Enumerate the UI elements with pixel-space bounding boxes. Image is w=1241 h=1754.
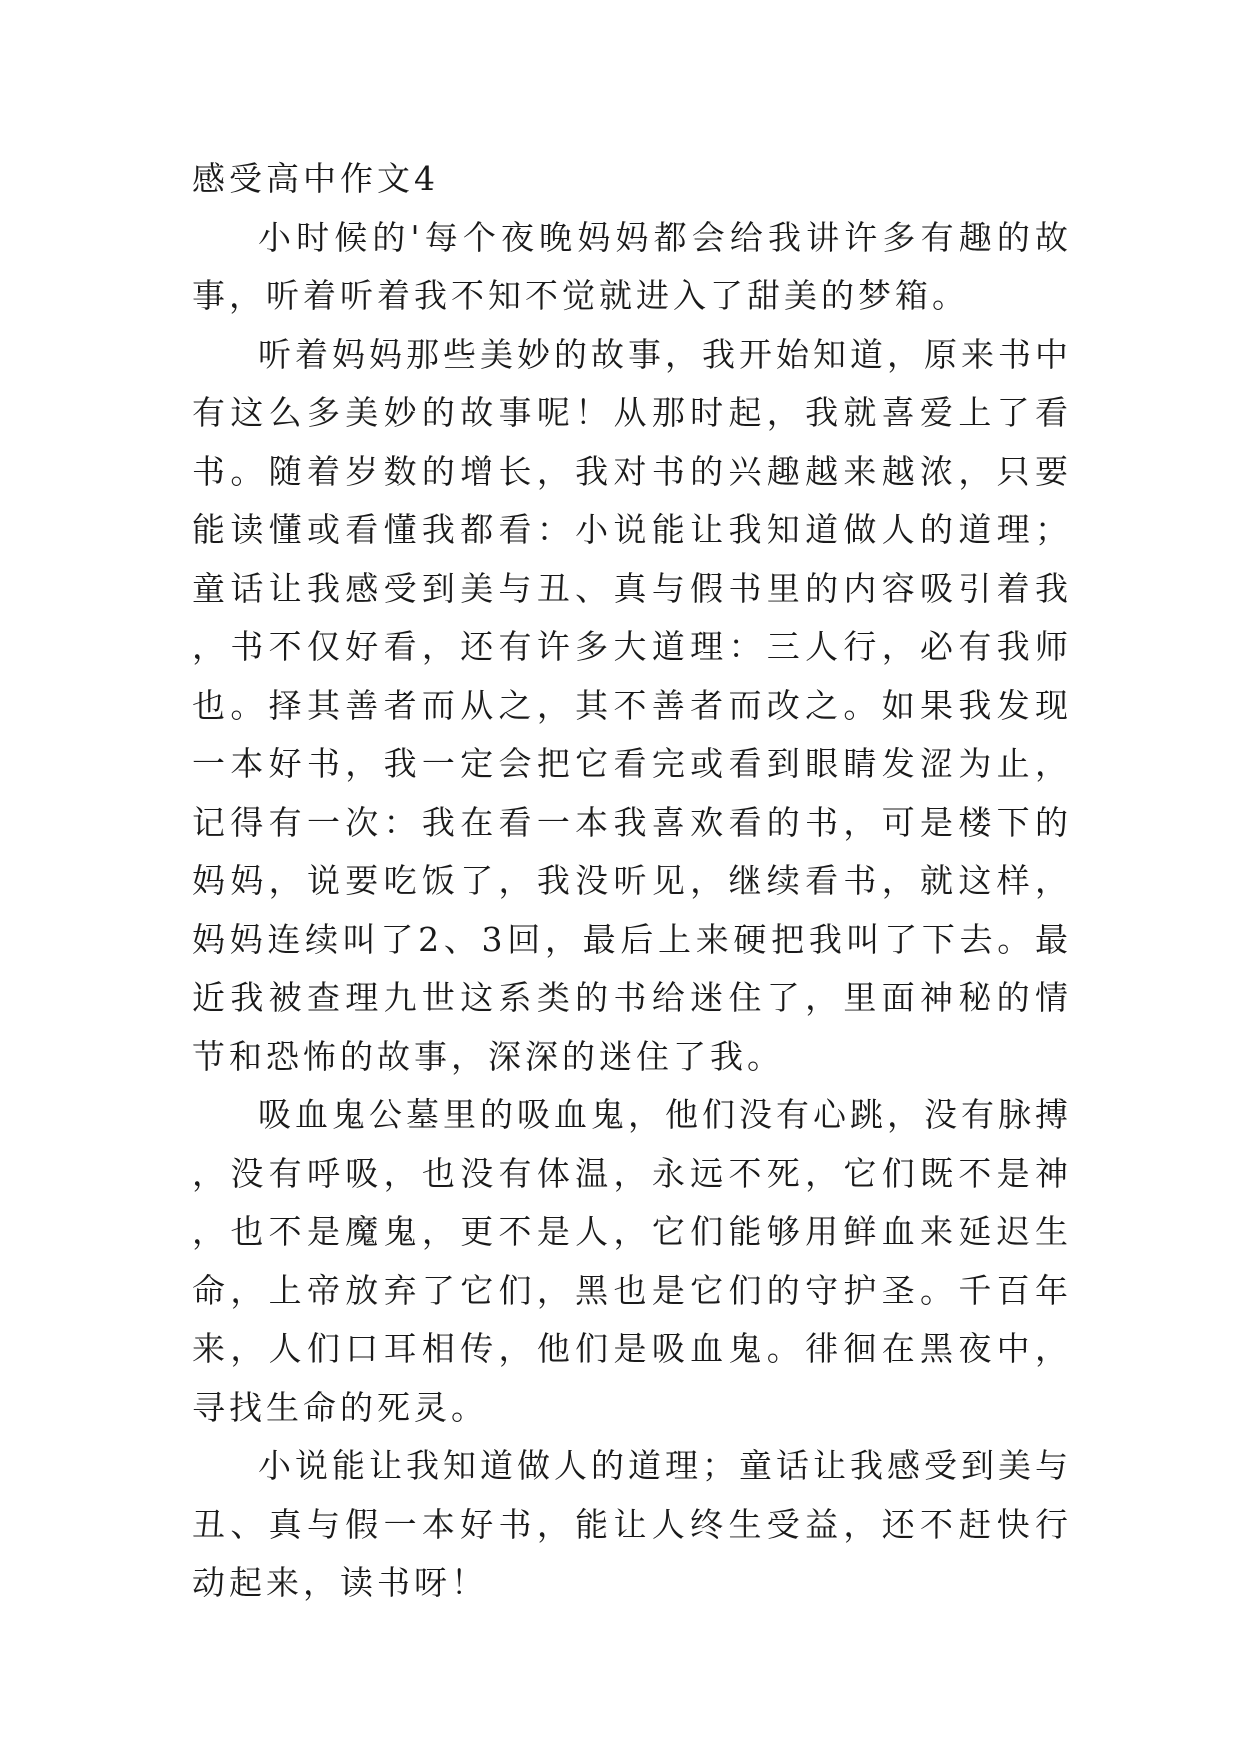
- document-body: [192, 150, 1072, 1613]
- paragraph-3: 吸血鬼公墓里的吸血鬼，他们没有心跳，没有脉搏，没有呼吸，也没有体温，永远不死，它们既不是神，也不是魔鬼，更不是人，它们能够用鲜血来延迟生命，上帝放弃了它们，黑也是它们的守护圣。千百年来，人们口耳相传，他们是吸血鬼。徘徊在黑夜中，寻找生命的死灵。: [192, 1095, 1072, 1427]
- paragraph-4: 小说能让我知道做人的道理；童话让我感受到美与丑、真与假一本好书，能让人终生受益，还不赶快行动起来，读书呀！: [192, 1446, 1072, 1602]
- paragraph-2: 听着妈妈那些美妙的故事，我开始知道，原来书中有这么多美妙的故事呢！从那时起，我就喜爱上了看书。随着岁数的增长，我对书的兴趣越来越浓，只要能读懂或看懂我都看：小说能让我知道做人的道理；童话让我感受到美与丑、真与假书里的内容吸引着我，书不仅好看，还有许多大道理：三人行，必有我师也。择其善者而从之，其不善者而改之。如果我发现一本好书，我一定会把它看完或看到眼睛发涩为止，记得有一次：我在看一本我喜欢看的书，可是楼下的妈妈，说要吃饭了，我没听见，继续看书，就这样，妈妈连续叫了2、3回，最后上来硬把我叫了下去。最近我被查理九世这系类的书给迷住了，里面神秘的情节和恐怖的故事，深深的迷住了我。: [192, 334, 1072, 1076]
- paragraph-1: 小时候的'每个夜晚妈妈都会给我讲许多有趣的故事，听着听着我不知不觉就进入了甜美的梦箱。: [192, 217, 1072, 315]
- document-title: 感受高中作文4: [192, 159, 439, 198]
